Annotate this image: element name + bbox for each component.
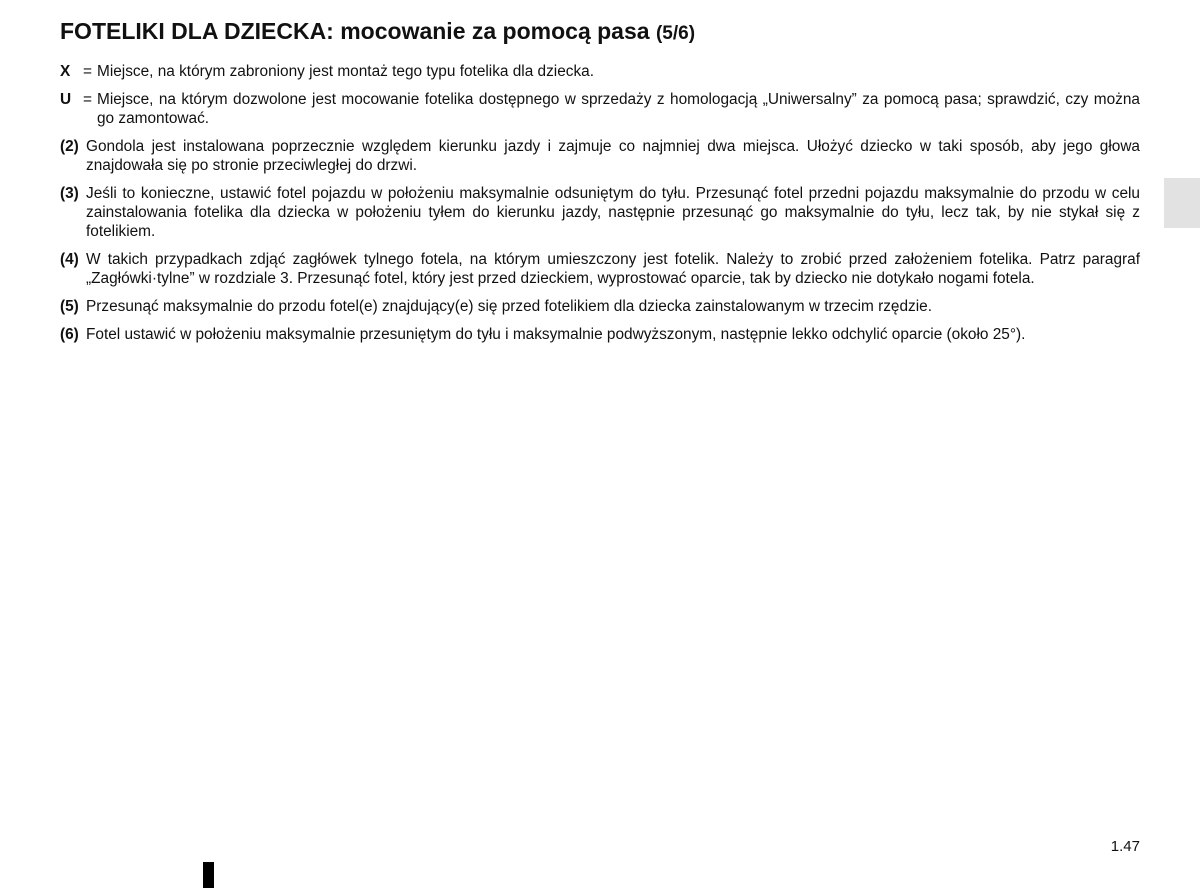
note-item-3 — [60, 184, 1140, 241]
chapter-side-tab — [1164, 178, 1200, 228]
note-mark: (4) — [60, 251, 79, 268]
note-text: Fotel ustawić w położeniu maksymalnie przesuniętym do tyłu i maksymalnie podwyższonym, następnie lekko odchylić oparcie (około 25°). — [86, 326, 1026, 343]
note-item-5 — [60, 297, 1140, 316]
legend-text: Miejsce, na którym dozwolone jest mocowanie fotelika dostępnego w sprzedaży z homologacją „Uniwersalny” za pomocą pasa; sprawdzić, czy można go zamontować. — [97, 91, 1140, 127]
page-number: 1.47 — [1110, 838, 1140, 855]
note-mark: (3) — [60, 185, 79, 202]
note-text: W takich przypadkach zdjąć zagłówek tylnego fotela, na którym umieszczony jest fotelik. Należy to zrobić przed założeniem fotelika. Patrz paragraf „Zagłówki·tylne” w rozdziale 3. Przesunąć fotel, który jest przed dzieckiem, wyprostować oparcie, tak by dziecko nie dotykało nogami fotela. — [86, 251, 1140, 287]
note-text: Gondola jest instalowana poprzecznie względem kierunku jazdy i zajmuje co najmniej dwa miejsca. Ułożyć dziecko w taki sposób, aby jego głowa znajdowała się po stronie przeciwległej do drzwi. — [86, 138, 1140, 174]
legend-item-u — [60, 90, 1140, 128]
title-main: FOTELIKI DLA DZIECKA: mocowanie za pomocą pasa — [60, 18, 650, 44]
note-text: Przesunąć maksymalnie do przodu fotel(e) znajdujący(e) się przed fotelikiem dla dziecka zainstalowanym w trzecim rzędzie. — [86, 298, 932, 315]
legend-mark: X — [60, 63, 71, 80]
print-crop-mark — [203, 862, 214, 888]
legend-mark: U — [60, 91, 72, 108]
note-item-6 — [60, 325, 1140, 344]
legend-item-x — [60, 62, 1140, 81]
equals-sign: = — [83, 63, 92, 80]
note-item-4 — [60, 250, 1140, 288]
note-mark: (6) — [60, 326, 79, 343]
legend-text: Miejsce, na którym zabroniony jest montaż tego typu fotelika dla dziecka. — [97, 63, 595, 80]
note-item-2 — [60, 137, 1140, 175]
note-text: Jeśli to konieczne, ustawić fotel pojazdu w położeniu maksymalnie odsuniętym do tyłu. Przesunąć fotel przedni pojazdu maksymalnie do przodu w celu zainstalowania fotelika dla dziecka w położeniu tyłem do kierunku jazdy, następnie przesunąć go maksymalnie do tyłu, lecz tak, by nie stykał się z fotelikiem. — [86, 185, 1140, 240]
note-mark: (2) — [60, 138, 79, 155]
document-body — [60, 62, 1140, 353]
equals-sign: = — [83, 91, 92, 108]
title-part-indicator: (5/6) — [655, 23, 696, 44]
note-mark: (5) — [60, 298, 79, 315]
page-title — [60, 18, 695, 45]
